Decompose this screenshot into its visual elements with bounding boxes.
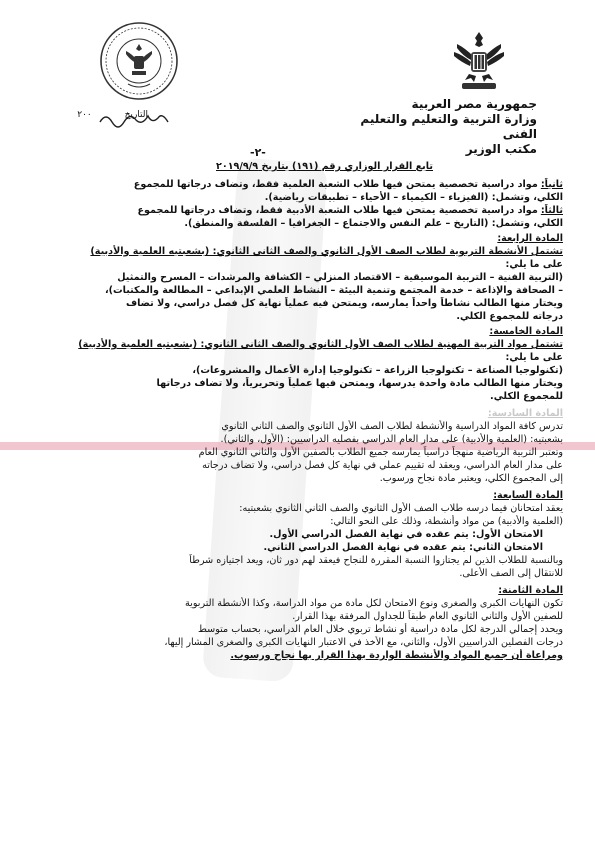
date-field	[38, 110, 148, 120]
body-line: الامتحان الأول: يتم عقده في نهاية الفصل الدراسي الأول.	[269, 529, 543, 540]
decree-line	[33, 160, 563, 173]
article-title: المادة الخامسة:	[489, 326, 563, 337]
date-value: ٢٠٠	[77, 110, 92, 120]
article-6	[33, 407, 563, 485]
body-line: الكلي، وتشمل: (الفيزياء – الكيمياء – الأحياء – تطبيقات رياضية).	[264, 192, 563, 203]
body-line: تشتمل الأنشطة التربوية لطلاب الصف الأول الثانوي والصف الثاني الثانوي: (بشعبتيه العلمية والأدبية)	[90, 246, 563, 257]
section-label: ثانياً:	[540, 179, 563, 190]
body-line: مواد دراسية تخصصية يمتحن فيها طلاب الشعبة العلمية فقط، وتضاف درجاتها للمجموع	[133, 179, 538, 190]
ministry-name: وزارة التربية والتعليم والتعليم الفنى	[360, 112, 537, 141]
body-line: للصفين الأول والثاني الثانوي العام طبقاً للجداول المرفقة بهذا القرار.	[292, 611, 563, 622]
body-line: إلى المجموع الكلي، ويعتبر مادة نجاح ورسوب.	[379, 473, 563, 484]
body-line: للمجموع الكلي.	[490, 391, 563, 402]
body-line: ويختار منها الطالب نشاطاً واحداً يمارسه، ويمتحن فيه عملياً نهاية كل فصل دراسي، ولا تضاف	[125, 298, 563, 309]
body-line: – الصحافة والإذاعة – خدمة المجتمع وتنمية البيئة – النشاط العلمي الإبداعي – المطالعة والمكتبات)،	[104, 285, 563, 296]
body-line: للانتقال إلى الصف الأعلى.	[459, 568, 563, 579]
article-title: المادة السادسة:	[487, 408, 563, 419]
section-label: ثالثاً:	[540, 205, 563, 216]
body-line: تشتمل مواد التربية المهنية لطلاب الصف الأول الثانوي والصف الثاني الثانوي: (بشعبتيه العلمية والأدبية)	[78, 339, 563, 350]
body-line: (العلمية والأدبية) من مواد وأنشطة، وذلك على النحو التالي:	[330, 516, 563, 527]
decree-reference: تابع القرار الوزاري رقم (١٩١) بتاريخ ٢٠١٩/٩/٩	[215, 161, 433, 172]
body-line: ويختار منها الطالب مادة واحدة يدرسها، ويمتحن فيها عملياً وتحريرياً، ولا تضاف درجاتها	[156, 378, 563, 389]
body-line: على ما يلي:	[505, 352, 563, 363]
article-8	[33, 584, 563, 662]
article-title: المادة السابعة:	[493, 490, 563, 501]
body-line: تدرس كافة المواد الدراسية والأنشطة لطلاب الصف الأول الثانوي والصف الثاني الثانوي	[221, 421, 563, 432]
body-line: يعقد امتحانان فيما درسه طلاب الصف الأول الثانوي والصف الثاني الثانوي بشعبتيه:	[239, 503, 563, 514]
body-line: درجاته للمجموع الكلي.	[456, 311, 563, 322]
eagle-emblem-icon	[452, 30, 506, 92]
body-line: ويحدد إجمالي الدرجة لكل مادة دراسية أو نشاط تربوي خلال العام الدراسي، بحساب متوسط	[198, 624, 563, 635]
body-line: على ما يلي:	[505, 259, 563, 270]
section-second	[33, 178, 563, 204]
article-title: المادة الرابعة:	[497, 233, 563, 244]
article-title: المادة الثامنة:	[498, 585, 563, 596]
body-line: (تكنولوجيا الصناعة – تكنولوجيا الزراعة – تكنولوجيا إدارة الأعمال والمشروعات)،	[192, 365, 563, 376]
official-seal-icon	[98, 20, 180, 102]
body-line: درجات الفصلين الدراسيين الأول، والثاني، مع الأخذ في الاعتبار النهايات الكبرى والصغرى المشار إليها،	[164, 637, 563, 648]
body-line: الكلي، وتشمل: (التاريخ – علم النفس والاجتماع – الجغرافيا – الفلسفة والمنطق).	[184, 218, 563, 229]
office-name: مكتب الوزير	[465, 142, 537, 156]
body-line: تكون النهايات الكبرى والصغرى ونوع الامتحان لكل مادة من مواد الدراسة، وكذا الأنشطة التربوية	[185, 598, 563, 609]
body-line: بشعبتيه: (العلمية والأدبية) على مدار العام الدراسي بفصليه الدراسيين: (الأول، والثاني).	[220, 434, 563, 445]
page-number: -٢-	[250, 146, 266, 159]
article-5	[33, 325, 563, 403]
body-line: وبالنسبة للطلاب الذين لم يجتازوا النسبة المقررة للنجاح فيعقد لهم دور ثان، ويعد اجتيازه شرطاً	[189, 555, 563, 566]
body-line: وتعتبر التربية الرياضية منهجاً دراسياً يمارسه جميع الطلاب بالصفين الأول والثاني الثانوي العام	[198, 447, 563, 458]
article-7	[33, 489, 563, 580]
document-body	[33, 178, 563, 662]
body-line: ومراعاة أن جميع المواد والأنشطة الواردة بهذا القرار بها نجاح ورسوب.	[230, 650, 563, 661]
country-name: جمهورية مصر العربية	[411, 97, 537, 111]
article-4	[33, 232, 563, 323]
body-line: (التربية الفنية – التربية الموسيقية – الاقتصاد المنزلي – الكشافة والمرشدات – المسرح والتمثيل	[117, 272, 563, 283]
body-line: الامتحان الثاني: يتم عقده في نهاية الفصل الدراسي الثاني.	[263, 542, 543, 553]
letterhead	[337, 97, 537, 157]
body-line: مواد دراسية تخصصية يمتحن فيها طلاب الشعبة الأدبية فقط، وتضاف درجاتها للمجموع	[137, 205, 538, 216]
body-line: على مدار العام الدراسي، ويعقد له تقييم عملي في نهاية كل فصل دراسي، ولا تضاف درجاته	[202, 460, 563, 471]
date-label: التاريخ	[124, 110, 148, 120]
section-third	[33, 204, 563, 230]
